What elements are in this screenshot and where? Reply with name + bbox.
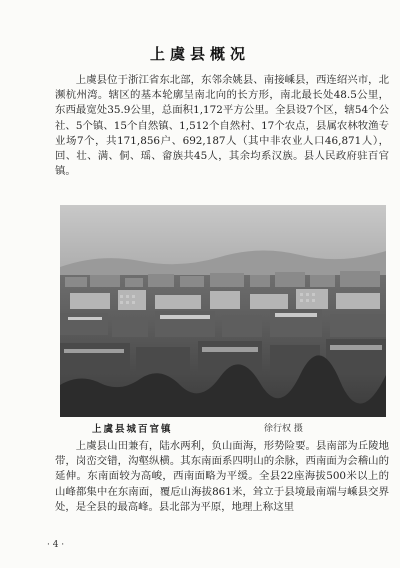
photo-credit: 徐行权 摄 — [264, 424, 303, 434]
page-title: 上虞县概况 — [149, 45, 250, 63]
page-number: · 4 · — [47, 540, 65, 550]
photo-caption: 上虞县城百官镇 — [92, 424, 173, 435]
paragraph-terrain: 上虞县山田兼有，陆水两利，负山面海，形势险要。县南部为丘陵地带，岗峦交错，沟壑纵横。其东南面系四明山的余脉，西南面为会稽山的延伸。东南面较为高峻，西南面略为平缓。全县22座海拔500米以上的山峰都集中在东南面，覆卮山海拔861米，耸立于县境最南端与嵊县交界处，是全县的最高峰。县北部为平原，地理上称这里 — [55, 440, 389, 513]
city-photo — [60, 205, 386, 417]
paragraph-intro: 上虞县位于浙江省东北部，东邻余姚县、南接嵊县，西连绍兴市，北濒杭州湾。辖区的基本轮廓呈南北向的长方形，南北最长处48.5公里，东西最宽处35.9公里，总面积1,172平方公里。全县设7个区，辖54个公社、5个镇、15个自然镇、1,512个自然村、17个农点，县属农林牧渔专业场7个，共171,856户、692,187人（其中非农业人口46,871人），回、壮、满、侗、瑶、畲族共45人，其余均系汉族。县人民政府驻百官镇。 — [55, 74, 389, 178]
